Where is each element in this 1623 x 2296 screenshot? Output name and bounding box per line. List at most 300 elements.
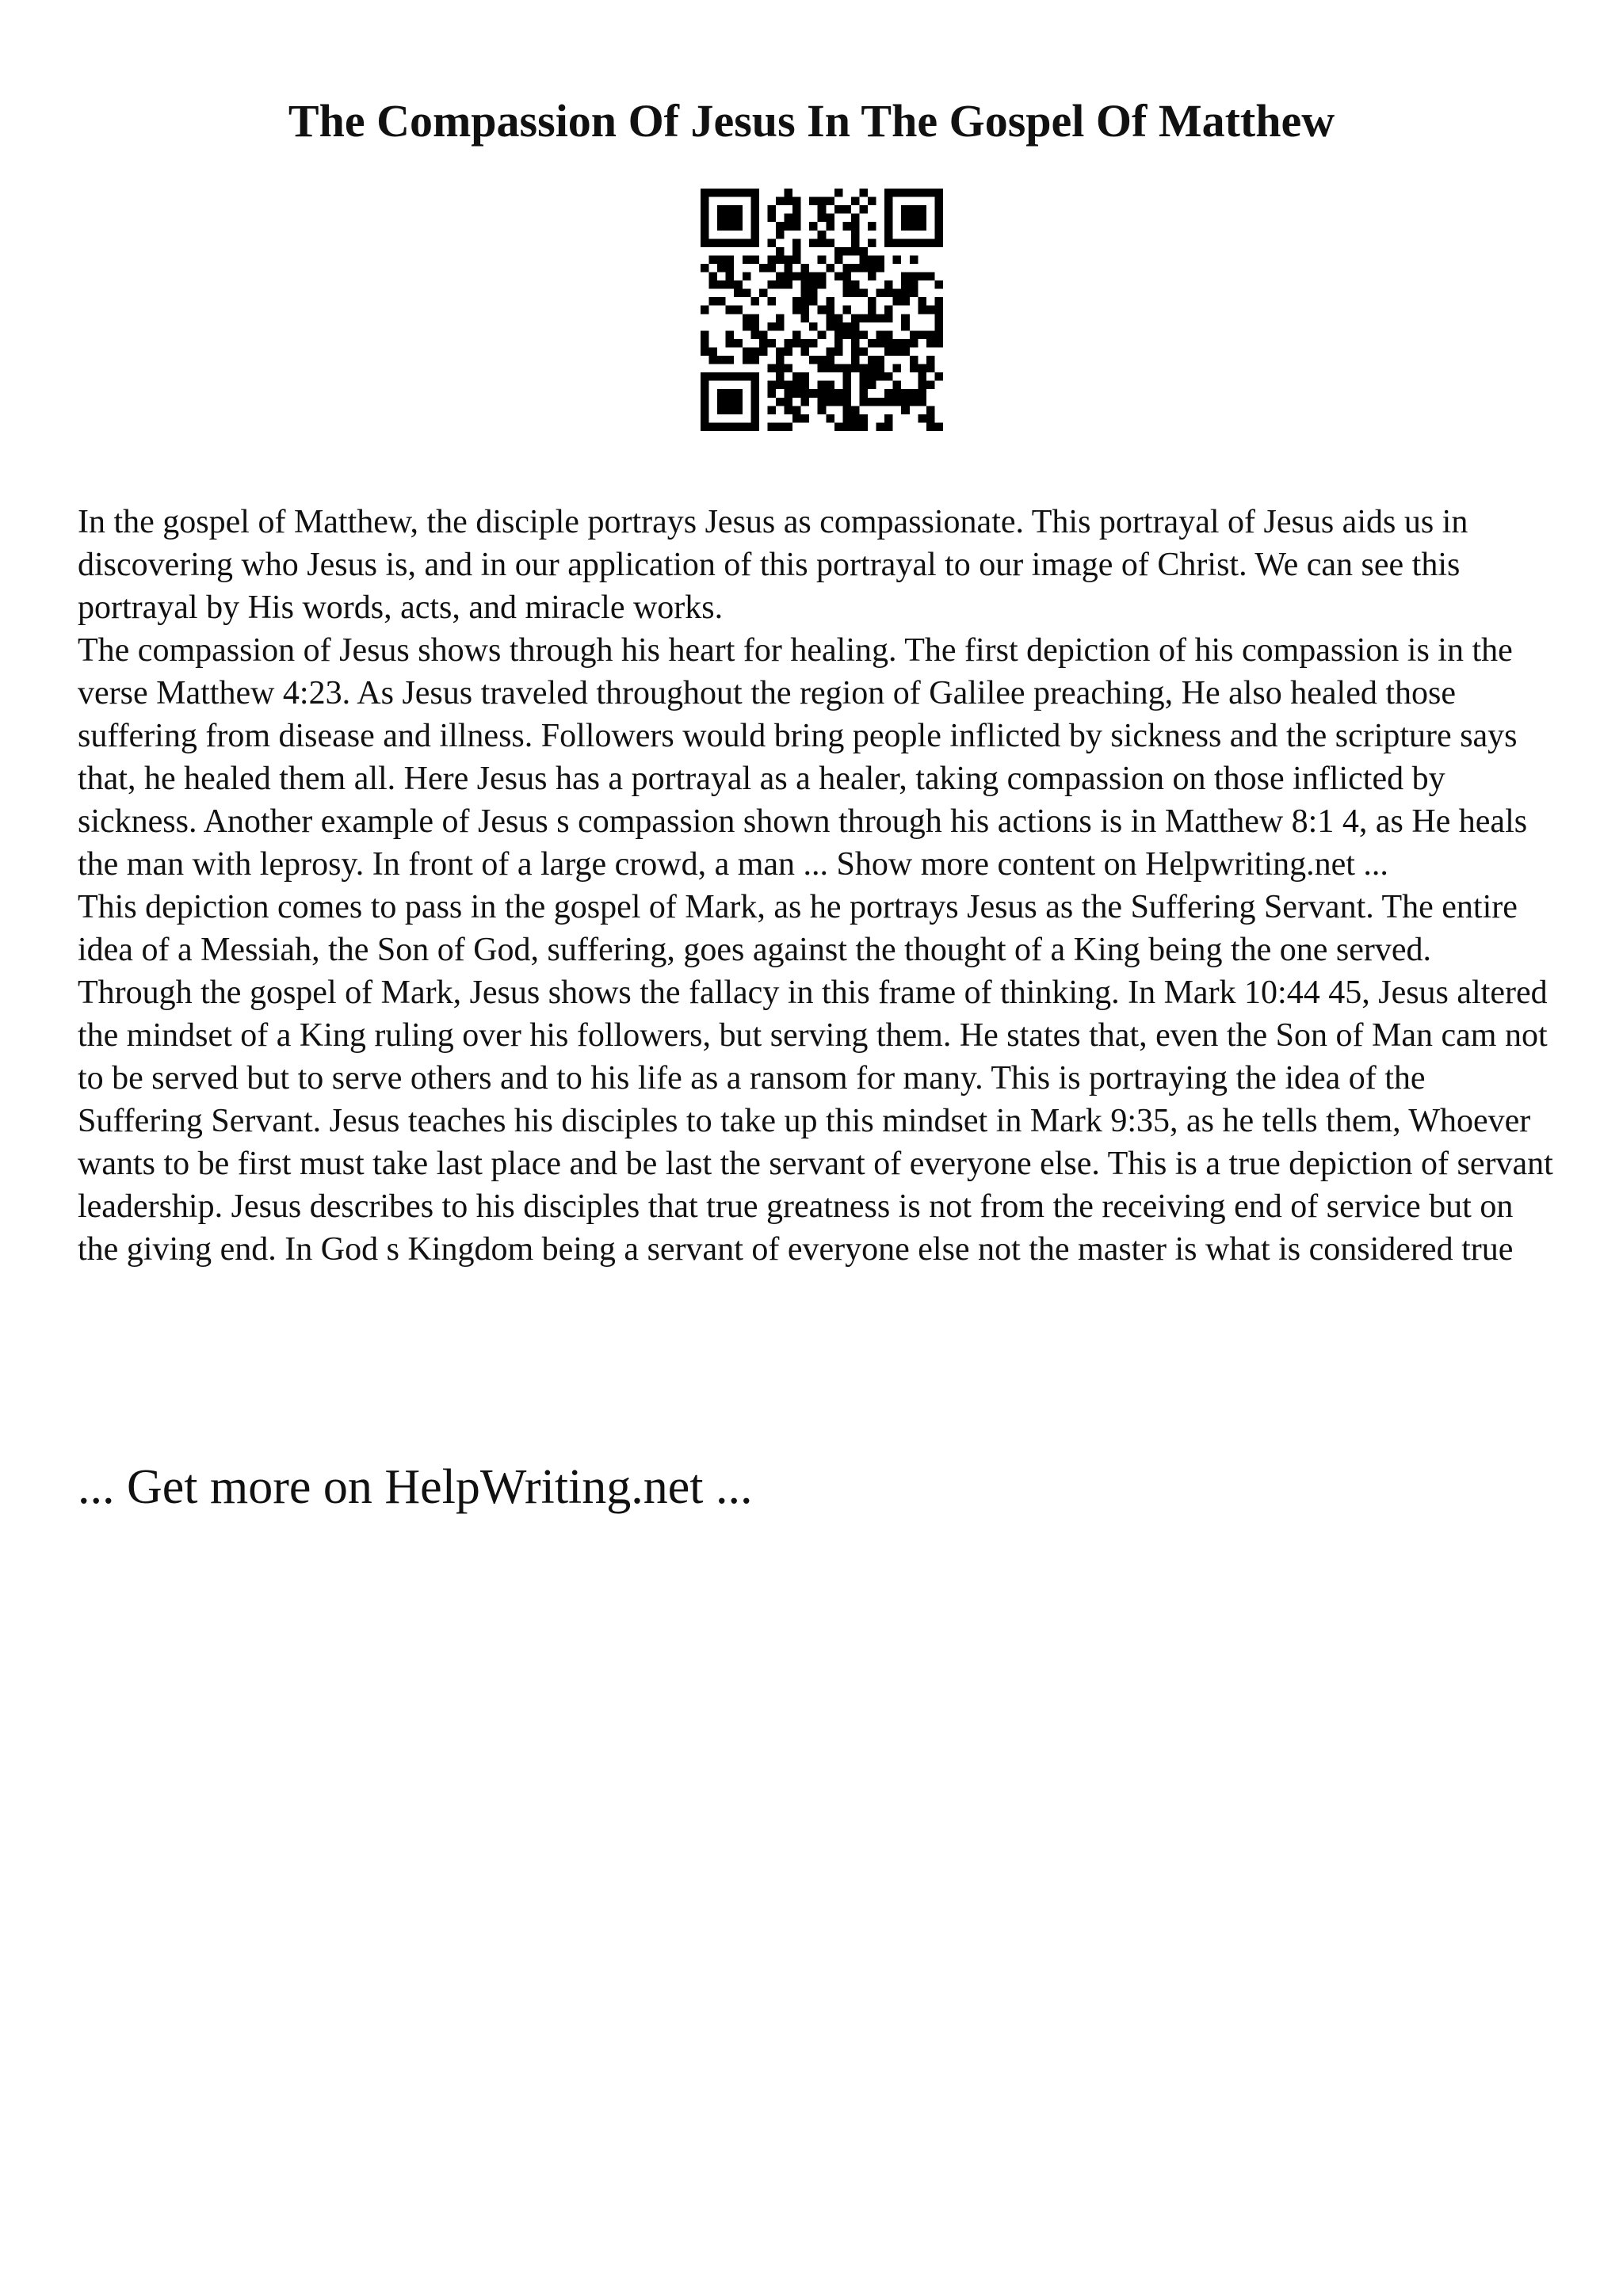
- qr-module: [717, 189, 726, 197]
- qr-module: [709, 356, 718, 364]
- qr-module: [884, 222, 893, 231]
- qr-module: [801, 273, 810, 281]
- qr-module: [717, 356, 726, 364]
- paragraph-intro: In the gospel of Matthew, the disciple portrays Jesus as compassionate. This portrayal of Jesus aids us in discovering who Jesus is, and in our application of this portrayal to our image of Christ. We can see this portrayal by His words, acts, and miracle works.: [78, 504, 1468, 626]
- qr-module: [776, 222, 785, 231]
- qr-module: [785, 398, 793, 406]
- qr-module: [750, 389, 759, 398]
- qr-module: [826, 414, 834, 423]
- qr-module: [934, 422, 943, 431]
- qr-module: [851, 231, 860, 239]
- qr-module: [701, 214, 709, 223]
- qr-module: [926, 422, 935, 431]
- qr-module: [926, 339, 935, 348]
- qr-module: [792, 238, 801, 247]
- qr-module: [776, 356, 785, 364]
- qr-module: [726, 372, 735, 381]
- qr-module: [792, 205, 801, 214]
- qr-module: [759, 264, 768, 273]
- qr-module: [934, 339, 943, 348]
- qr-module: [785, 189, 793, 197]
- qr-module: [743, 289, 751, 298]
- qr-module: [826, 238, 834, 247]
- qr-module: [834, 205, 843, 214]
- qr-module: [851, 238, 860, 247]
- qr-module: [834, 398, 843, 406]
- qr-module: [785, 264, 793, 273]
- qr-module: [809, 280, 818, 289]
- qr-module: [834, 389, 843, 398]
- qr-module: [767, 339, 776, 348]
- qr-module: [901, 398, 910, 406]
- qr-module: [726, 356, 735, 364]
- qr-module: [809, 197, 818, 206]
- qr-module: [801, 372, 810, 381]
- qr-module: [743, 422, 751, 431]
- qr-module: [717, 422, 726, 431]
- qr-module: [859, 247, 868, 256]
- qr-module: [842, 364, 851, 373]
- qr-module: [834, 347, 843, 356]
- qr-module: [868, 197, 876, 206]
- qr-module: [842, 247, 851, 256]
- qr-module: [901, 322, 910, 331]
- qr-module: [792, 297, 801, 306]
- qr-module: [734, 389, 743, 398]
- qr-module: [767, 322, 776, 331]
- qr-module: [792, 339, 801, 348]
- qr-module: [910, 205, 918, 214]
- qr-module: [893, 255, 902, 264]
- qr-module: [726, 264, 735, 273]
- qr-module: [842, 372, 851, 381]
- qr-module: [910, 398, 918, 406]
- qr-module: [842, 322, 851, 331]
- qr-module: [910, 280, 918, 289]
- qr-module: [918, 297, 926, 306]
- qr-module: [801, 381, 810, 390]
- qr-module: [818, 205, 827, 214]
- qr-module: [842, 306, 851, 315]
- qr-module: [918, 238, 926, 247]
- qr-module: [826, 364, 834, 373]
- qr-module: [734, 289, 743, 298]
- qr-module: [842, 280, 851, 289]
- qr-module: [767, 280, 776, 289]
- qr-module: [734, 189, 743, 197]
- qr-module: [726, 406, 735, 414]
- qr-module: [926, 356, 935, 364]
- qr-module: [785, 339, 793, 348]
- qr-module: [926, 406, 935, 414]
- qr-module: [884, 422, 893, 431]
- paragraph-healing: The compassion of Jesus shows through his heart for healing. The first depiction of his compassion is in the verse Matthew 4:23. As Jesus traveled throughout the region of Galilee preaching, He also healed those suffering from disease and illness. Followers would bring people inflicted by sickness and the scripture says that, he healed them all. Here Jesus has a portrayal as a healer, taking compassion on those inflicted by sickness. Another example of Jesus s compassion shown through his actions is in Matthew 8:1 4, as He heals the man with leprosy. In front of a large crowd, a man ... Show more content on Helpwriting.net ...: [78, 632, 1528, 883]
- qr-module: [834, 189, 843, 197]
- qr-module: [734, 306, 743, 315]
- qr-module: [726, 389, 735, 398]
- qr-module: [743, 347, 751, 356]
- qr-module: [918, 205, 926, 214]
- qr-module: [818, 330, 827, 339]
- qr-module: [934, 197, 943, 206]
- qr-module: [701, 372, 709, 381]
- qr-module: [801, 398, 810, 406]
- qr-module: [868, 297, 876, 306]
- qr-module: [734, 398, 743, 406]
- qr-module: [709, 280, 718, 289]
- qr-module: [801, 389, 810, 398]
- qr-module: [792, 197, 801, 206]
- qr-module: [910, 364, 918, 373]
- qr-module: [926, 414, 935, 423]
- qr-module: [776, 231, 785, 239]
- qr-module: [901, 222, 910, 231]
- qr-module: [826, 356, 834, 364]
- qr-module: [876, 264, 885, 273]
- qr-module: [926, 189, 935, 197]
- qr-module: [859, 205, 868, 214]
- qr-module: [934, 372, 943, 381]
- qr-module: [701, 381, 709, 390]
- qr-module: [743, 189, 751, 197]
- qr-module: [851, 414, 860, 423]
- qr-module: [934, 306, 943, 315]
- qr-module: [785, 273, 793, 281]
- qr-module: [750, 205, 759, 214]
- qr-module: [893, 339, 902, 348]
- qr-module: [851, 422, 860, 431]
- qr-module: [701, 389, 709, 398]
- qr-module: [826, 297, 834, 306]
- qr-module: [826, 197, 834, 206]
- qr-module: [750, 255, 759, 264]
- qr-module: [901, 280, 910, 289]
- qr-module: [734, 214, 743, 223]
- qr-module: [884, 330, 893, 339]
- qr-module: [785, 381, 793, 390]
- qr-module: [918, 214, 926, 223]
- qr-module: [876, 289, 885, 298]
- qr-module: [851, 280, 860, 289]
- qr-module: [901, 339, 910, 348]
- qr-module: [859, 422, 868, 431]
- qr-module: [893, 289, 902, 298]
- qr-module: [884, 214, 893, 223]
- qr-module: [701, 222, 709, 231]
- qr-module: [893, 347, 902, 356]
- qr-module: [910, 238, 918, 247]
- qr-module: [750, 422, 759, 431]
- qr-module: [792, 306, 801, 315]
- qr-module: [876, 372, 885, 381]
- qr-module: [901, 289, 910, 298]
- qr-module: [809, 389, 818, 398]
- qr-module: [750, 231, 759, 239]
- qr-module: [826, 264, 834, 273]
- qr-module: [851, 264, 860, 273]
- qr-module: [868, 306, 876, 315]
- qr-module: [709, 297, 718, 306]
- qr-module: [934, 222, 943, 231]
- qr-module: [910, 339, 918, 348]
- qr-module: [884, 205, 893, 214]
- qr-module: [918, 189, 926, 197]
- qr-module: [884, 314, 893, 322]
- qr-module: [801, 314, 810, 322]
- qr-module: [851, 347, 860, 356]
- qr-module: [834, 330, 843, 339]
- qr-module: [750, 222, 759, 231]
- qr-module: [726, 306, 735, 315]
- qr-module: [918, 372, 926, 381]
- qr-module: [859, 364, 868, 373]
- qr-module: [717, 264, 726, 273]
- qr-module: [910, 356, 918, 364]
- qr-module: [910, 255, 918, 264]
- qr-module: [893, 389, 902, 398]
- qr-module: [884, 189, 893, 197]
- qr-module: [826, 214, 834, 223]
- qr-module: [759, 339, 768, 348]
- qr-code-icon: [701, 189, 943, 431]
- qr-module: [859, 255, 868, 264]
- qr-code-graphic: [701, 189, 943, 431]
- qr-module: [743, 273, 751, 281]
- qr-module: [726, 398, 735, 406]
- qr-module: [701, 414, 709, 423]
- qr-module: [926, 381, 935, 390]
- qr-module: [818, 273, 827, 281]
- qr-module: [834, 322, 843, 331]
- qr-module: [726, 422, 735, 431]
- qr-module: [801, 280, 810, 289]
- qr-module: [884, 231, 893, 239]
- qr-module: [826, 398, 834, 406]
- qr-module: [717, 255, 726, 264]
- qr-module: [859, 347, 868, 356]
- qr-module: [859, 330, 868, 339]
- qr-module: [767, 381, 776, 390]
- qr-module: [726, 273, 735, 281]
- qr-module: [717, 389, 726, 398]
- qr-module: [776, 314, 785, 322]
- qr-module: [750, 381, 759, 390]
- qr-module: [884, 347, 893, 356]
- qr-module: [701, 330, 709, 339]
- qr-module: [842, 381, 851, 390]
- qr-module: [759, 330, 768, 339]
- qr-module: [901, 214, 910, 223]
- qr-module: [934, 314, 943, 322]
- qr-module: [818, 255, 827, 264]
- qr-module: [726, 255, 735, 264]
- qr-module: [734, 339, 743, 348]
- qr-module: [792, 214, 801, 223]
- qr-module: [818, 197, 827, 206]
- qr-module: [851, 364, 860, 373]
- qr-module: [842, 422, 851, 431]
- qr-module: [834, 422, 843, 431]
- qr-module: [834, 273, 843, 281]
- qr-module: [743, 314, 751, 322]
- qr-module: [759, 289, 768, 298]
- qr-module: [893, 238, 902, 247]
- qr-module: [792, 255, 801, 264]
- qr-module: [918, 222, 926, 231]
- qr-module: [834, 255, 843, 264]
- qr-module: [893, 381, 902, 390]
- qr-module: [792, 372, 801, 381]
- qr-module: [851, 214, 860, 223]
- qr-module: [767, 364, 776, 373]
- qr-module: [884, 372, 893, 381]
- qr-module: [801, 289, 810, 298]
- qr-module: [842, 389, 851, 398]
- qr-module: [868, 273, 876, 281]
- qr-module: [750, 414, 759, 423]
- qr-module: [826, 222, 834, 231]
- qr-module: [809, 273, 818, 281]
- qr-module: [750, 189, 759, 197]
- get-more-link[interactable]: ... Get more on HelpWriting.net ...: [78, 1460, 753, 1514]
- qr-module: [701, 306, 709, 315]
- qr-module: [701, 422, 709, 431]
- qr-module: [851, 406, 860, 414]
- qr-module: [743, 255, 751, 264]
- qr-module: [767, 264, 776, 273]
- qr-module: [701, 231, 709, 239]
- qr-module: [884, 398, 893, 406]
- qr-module: [818, 231, 827, 239]
- qr-module: [801, 297, 810, 306]
- qr-module: [842, 406, 851, 414]
- qr-module: [767, 205, 776, 214]
- qr-module: [842, 398, 851, 406]
- qr-module: [934, 322, 943, 331]
- qr-module: [734, 238, 743, 247]
- qr-module: [918, 414, 926, 423]
- qr-module: [734, 372, 743, 381]
- qr-module: [818, 389, 827, 398]
- qr-module: [876, 314, 885, 322]
- qr-module: [851, 289, 860, 298]
- qr-module: [918, 364, 926, 373]
- qr-module: [776, 197, 785, 206]
- qr-module: [717, 238, 726, 247]
- qr-module: [868, 222, 876, 231]
- qr-module: [792, 330, 801, 339]
- qr-module: [726, 205, 735, 214]
- qr-module: [785, 197, 793, 206]
- qr-module: [901, 406, 910, 414]
- qr-module: [926, 330, 935, 339]
- qr-module: [893, 398, 902, 406]
- qr-module: [717, 398, 726, 406]
- qr-module: [826, 322, 834, 331]
- qr-module: [792, 273, 801, 281]
- qr-module: [918, 306, 926, 315]
- qr-module: [851, 339, 860, 348]
- qr-module: [859, 314, 868, 322]
- qr-module: [818, 280, 827, 289]
- qr-module: [818, 214, 827, 223]
- qr-module: [926, 364, 935, 373]
- qr-module: [785, 255, 793, 264]
- qr-module: [868, 255, 876, 264]
- qr-module: [785, 406, 793, 414]
- qr-module: [926, 306, 935, 315]
- qr-module: [934, 238, 943, 247]
- qr-module: [701, 398, 709, 406]
- qr-module: [776, 347, 785, 356]
- qr-module: [876, 339, 885, 348]
- qr-module: [750, 347, 759, 356]
- qr-module: [859, 189, 868, 197]
- qr-module: [868, 398, 876, 406]
- qr-module: [868, 372, 876, 381]
- qr-module: [901, 314, 910, 322]
- qr-module: [868, 339, 876, 348]
- qr-module: [734, 422, 743, 431]
- qr-module: [717, 214, 726, 223]
- qr-module: [926, 273, 935, 281]
- qr-module: [709, 347, 718, 356]
- qr-module: [750, 322, 759, 331]
- qr-module: [884, 306, 893, 315]
- qr-module: [884, 280, 893, 289]
- qr-module: [767, 214, 776, 223]
- qr-module: [726, 280, 735, 289]
- qr-module: [809, 289, 818, 298]
- qr-module: [859, 381, 868, 390]
- qr-module: [767, 422, 776, 431]
- qr-module: [859, 372, 868, 381]
- qr-module: [910, 214, 918, 223]
- paragraph-suffering-servant: This depiction comes to pass in the gospel of Mark, as he portrays Jesus as the Suffering Servant. The entire idea of a Messiah, the Son of God, suffering, goes against the thought of a King being the one served. Through the gospel of Mark, Jesus shows the fallacy in this frame of thinking. In Mark 10:44 45, Jesus altered the mindset of a King ruling over his followers, but serving them. He states that, even the Son of Man cam not to be served but to serve others and to his life as a ransom for many. This is portraying the idea of the Suffering Servant. Jesus teaches his disciples to take up this mindset in Mark 9:35, as he tells them, Whoever wants to be first must take last place and be last the servant of everyone else. This is a true depiction of servant leadership. Jesus describes to his disciples that true greatness is not from the receiving end of service but on the giving end. In God s Kingdom being a servant of everyone else not the master is what is considered true: [78, 889, 1553, 1268]
- qr-module: [934, 330, 943, 339]
- qr-module: [701, 347, 709, 356]
- qr-module: [851, 330, 860, 339]
- qr-module: [859, 414, 868, 423]
- qr-module: [876, 364, 885, 373]
- qr-module: [884, 389, 893, 398]
- qr-module: [918, 398, 926, 406]
- qr-module: [776, 273, 785, 281]
- qr-module: [934, 205, 943, 214]
- qr-module: [842, 273, 851, 281]
- qr-module: [776, 247, 785, 256]
- qr-module: [910, 222, 918, 231]
- qr-module: [734, 280, 743, 289]
- qr-module: [934, 280, 943, 289]
- qr-module: [726, 339, 735, 348]
- qr-module: [734, 205, 743, 214]
- qr-module: [893, 297, 902, 306]
- qr-module: [750, 406, 759, 414]
- qr-module: [842, 222, 851, 231]
- qr-module: [859, 389, 868, 398]
- qr-module: [750, 297, 759, 306]
- qr-module: [743, 356, 751, 364]
- qr-module: [785, 280, 793, 289]
- qr-module: [750, 356, 759, 364]
- qr-module: [726, 238, 735, 247]
- qr-module: [709, 273, 718, 281]
- qr-module: [918, 273, 926, 281]
- qr-module: [884, 197, 893, 206]
- qr-module: [826, 347, 834, 356]
- document-body: [78, 501, 1553, 1271]
